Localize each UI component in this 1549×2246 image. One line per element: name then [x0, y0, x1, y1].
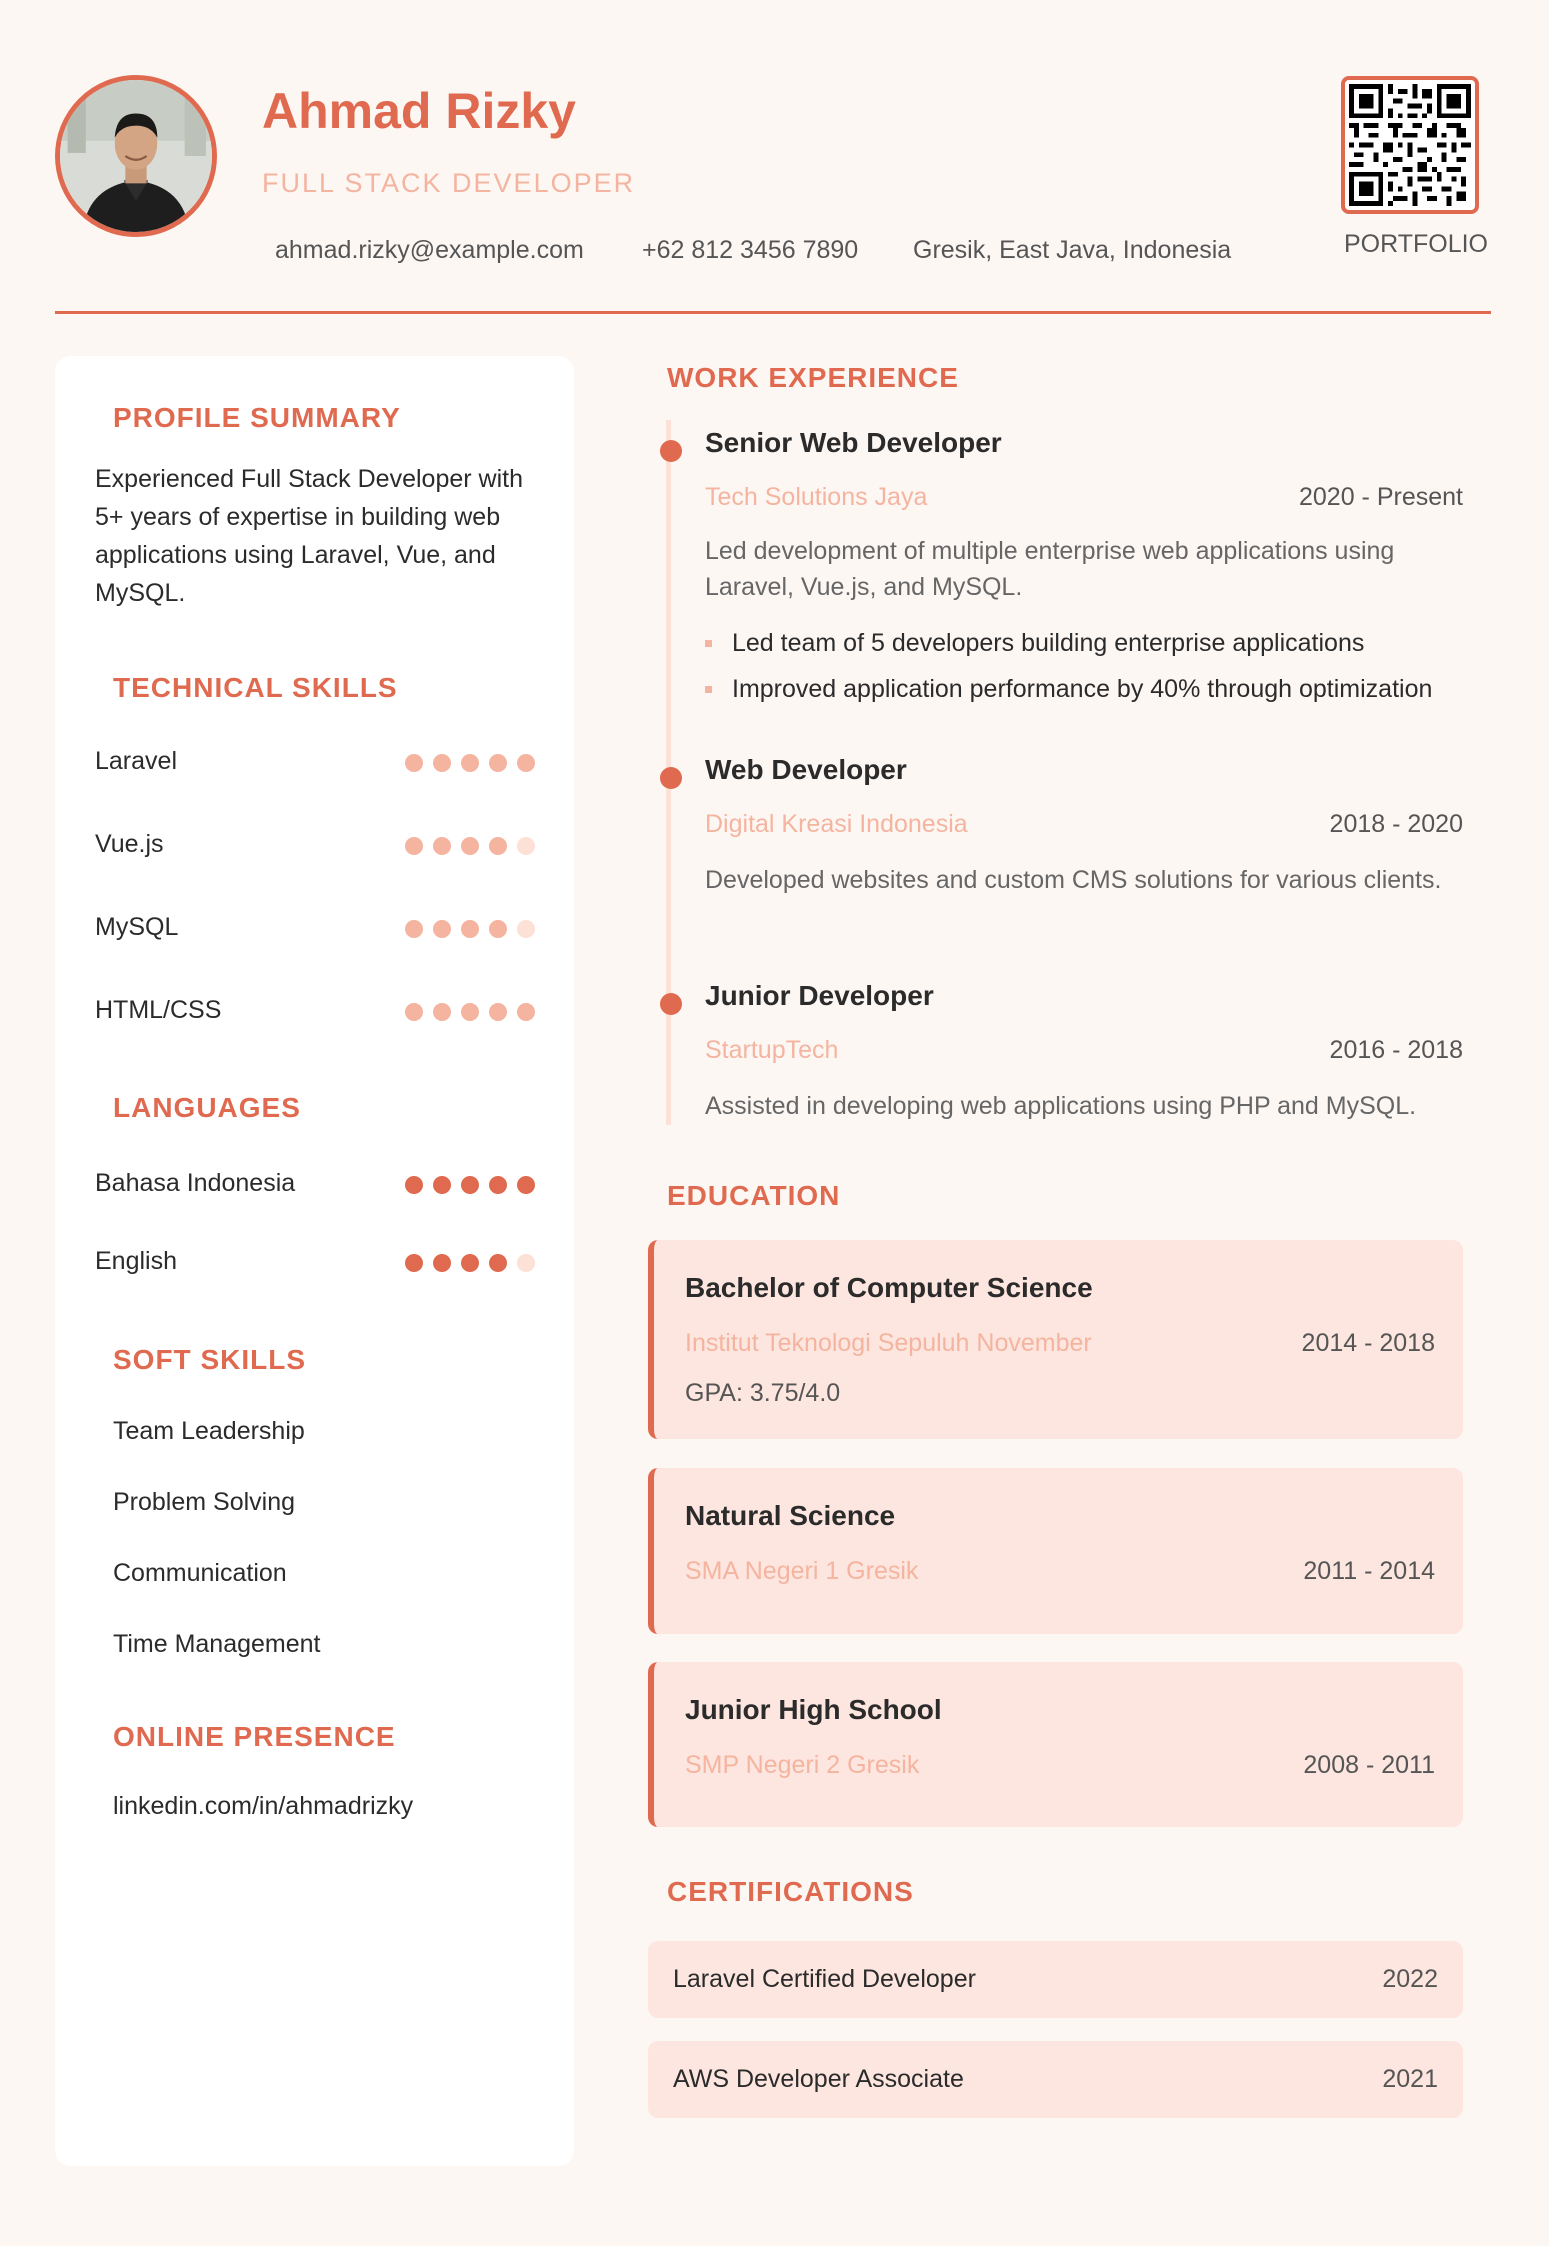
rating-dot — [405, 920, 423, 938]
language-rating — [405, 1176, 535, 1194]
rating-dot — [461, 920, 479, 938]
skill-rating — [405, 1003, 535, 1021]
candidate-name: Ahmad Rizky — [262, 83, 576, 139]
skill-name: Laravel — [95, 747, 177, 775]
education-card — [648, 1468, 1463, 1634]
job-description: Led development of multiple enterprise web applications using Laravel, Vue.js, and MySQL. — [705, 537, 1395, 601]
profile-summary-text: Experienced Full Stack Developer with 5+ years of expertise in building web applications using Laravel, Vue, and MySQL. — [95, 465, 523, 607]
language-name: English — [95, 1247, 177, 1275]
online-presence-title: ONLINE PRESENCE — [113, 1721, 396, 1752]
rating-dot — [461, 837, 479, 855]
rating-dot — [433, 837, 451, 855]
profile-summary-title: PROFILE SUMMARY — [113, 402, 401, 433]
rating-dot — [489, 1003, 507, 1021]
skill-rating — [405, 754, 535, 772]
portfolio-qr-code[interactable] — [1341, 76, 1479, 214]
rating-dot — [405, 1003, 423, 1021]
rating-dot — [461, 1176, 479, 1194]
timeline-dot — [660, 440, 682, 462]
resume-header — [0, 0, 1549, 315]
rating-dot — [517, 1176, 535, 1194]
skill-row-laravel — [95, 741, 535, 781]
rating-dot — [489, 920, 507, 938]
education-degree: Bachelor of Computer Science — [685, 1272, 1093, 1303]
skill-rating — [405, 837, 535, 855]
language-rating — [405, 1254, 535, 1272]
job-title: Junior Developer — [705, 980, 934, 1011]
language-row-bahasa-indonesia — [95, 1163, 535, 1203]
rating-dot — [433, 1254, 451, 1272]
education-period: 2011 - 2014 — [1303, 1557, 1435, 1585]
contact-email[interactable]: ahmad.rizky@example.com — [275, 236, 584, 264]
rating-dot — [489, 1176, 507, 1194]
profile-photo — [55, 75, 217, 237]
skill-rating — [405, 920, 535, 938]
job-company: Tech Solutions Jaya — [705, 483, 928, 511]
rating-dot — [461, 754, 479, 772]
rating-dot — [433, 1176, 451, 1194]
skill-row-vuejs — [95, 824, 535, 864]
rating-dot — [461, 1003, 479, 1021]
education-school: SMA Negeri 1 Gresik — [685, 1557, 919, 1585]
education-school: SMP Negeri 2 Gresik — [685, 1751, 920, 1779]
certification-item — [648, 1941, 1463, 2018]
contact-phone[interactable]: +62 812 3456 7890 — [642, 236, 859, 264]
skill-name: HTML/CSS — [95, 996, 222, 1024]
education-school: Institut Teknologi Sepuluh November — [685, 1329, 1092, 1357]
rating-dot — [517, 1003, 535, 1021]
person-photo-icon — [60, 80, 212, 232]
education-gpa: GPA: 3.75/4.0 — [685, 1379, 841, 1407]
skill-row-html-css — [95, 990, 535, 1030]
rating-dot — [433, 1003, 451, 1021]
rating-dot — [489, 1254, 507, 1272]
rating-dot — [489, 837, 507, 855]
rating-dot — [405, 837, 423, 855]
soft-skill-item: Communication — [113, 1559, 287, 1587]
linkedin-link[interactable]: linkedin.com/in/ahmadrizky — [113, 1792, 414, 1820]
job-company: StartupTech — [705, 1036, 839, 1064]
education-title: EDUCATION — [667, 1180, 841, 1211]
rating-dot — [517, 754, 535, 772]
job-period: 2020 - Present — [1299, 483, 1463, 511]
education-period: 2014 - 2018 — [1301, 1329, 1435, 1357]
certification-year: 2022 — [1382, 1965, 1438, 1993]
header-divider — [55, 311, 1491, 314]
rating-dot — [461, 1254, 479, 1272]
education-degree: Junior High School — [685, 1694, 942, 1725]
education-degree: Natural Science — [685, 1500, 896, 1531]
certification-name: AWS Developer Associate — [673, 2065, 964, 2093]
language-name: Bahasa Indonesia — [95, 1169, 296, 1197]
soft-skill-item: Problem Solving — [113, 1488, 296, 1516]
skill-row-mysql — [95, 907, 535, 947]
rating-dot — [405, 1254, 423, 1272]
rating-dot-empty — [517, 1254, 535, 1272]
contact-location: Gresik, East Java, Indonesia — [913, 236, 1232, 264]
soft-skill-item: Team Leadership — [113, 1417, 305, 1445]
rating-dot — [405, 754, 423, 772]
candidate-role: FULL STACK DEVELOPER — [262, 168, 636, 198]
job-title: Web Developer — [705, 754, 907, 785]
soft-skill-item: Time Management — [113, 1630, 321, 1658]
job-period: 2018 - 2020 — [1329, 810, 1463, 838]
technical-skills-title: TECHNICAL SKILLS — [113, 672, 398, 703]
certification-item — [648, 2041, 1463, 2118]
job-description: Assisted in developing web applications using PHP and MySQL. — [705, 1092, 1417, 1120]
skill-name: MySQL — [95, 913, 179, 941]
education-card — [648, 1240, 1463, 1439]
rating-dot-empty — [517, 837, 535, 855]
qr-code-icon — [1349, 84, 1471, 206]
language-row-english — [95, 1241, 535, 1281]
education-period: 2008 - 2011 — [1303, 1751, 1435, 1779]
job-title: Senior Web Developer — [705, 427, 1002, 458]
skill-name: Vue.js — [95, 830, 164, 858]
qr-portfolio-label: PORTFOLIO — [1343, 230, 1488, 258]
job-achievement: Improved application performance by 40% through optimization — [705, 675, 1432, 704]
rating-dot — [489, 754, 507, 772]
sidebar — [55, 356, 574, 2166]
timeline-dot — [660, 993, 682, 1015]
rating-dot-empty — [517, 920, 535, 938]
rating-dot — [405, 1176, 423, 1194]
job-period: 2016 - 2018 — [1329, 1036, 1463, 1064]
certifications-title: CERTIFICATIONS — [667, 1876, 914, 1907]
soft-skills-title: SOFT SKILLS — [113, 1344, 306, 1375]
work-experience-title: WORK EXPERIENCE — [667, 362, 959, 393]
rating-dot — [433, 754, 451, 772]
rating-dot — [433, 920, 451, 938]
job-description: Developed websites and custom CMS solutions for various clients. — [705, 866, 1442, 894]
timeline-dot — [660, 767, 682, 789]
job-company: Digital Kreasi Indonesia — [705, 810, 968, 838]
education-card — [648, 1662, 1463, 1827]
certification-name: Laravel Certified Developer — [673, 1965, 976, 1993]
languages-title: LANGUAGES — [113, 1092, 301, 1123]
job-achievement: Led team of 5 developers building enterprise applications — [705, 629, 1364, 658]
certification-year: 2021 — [1382, 2065, 1438, 2093]
